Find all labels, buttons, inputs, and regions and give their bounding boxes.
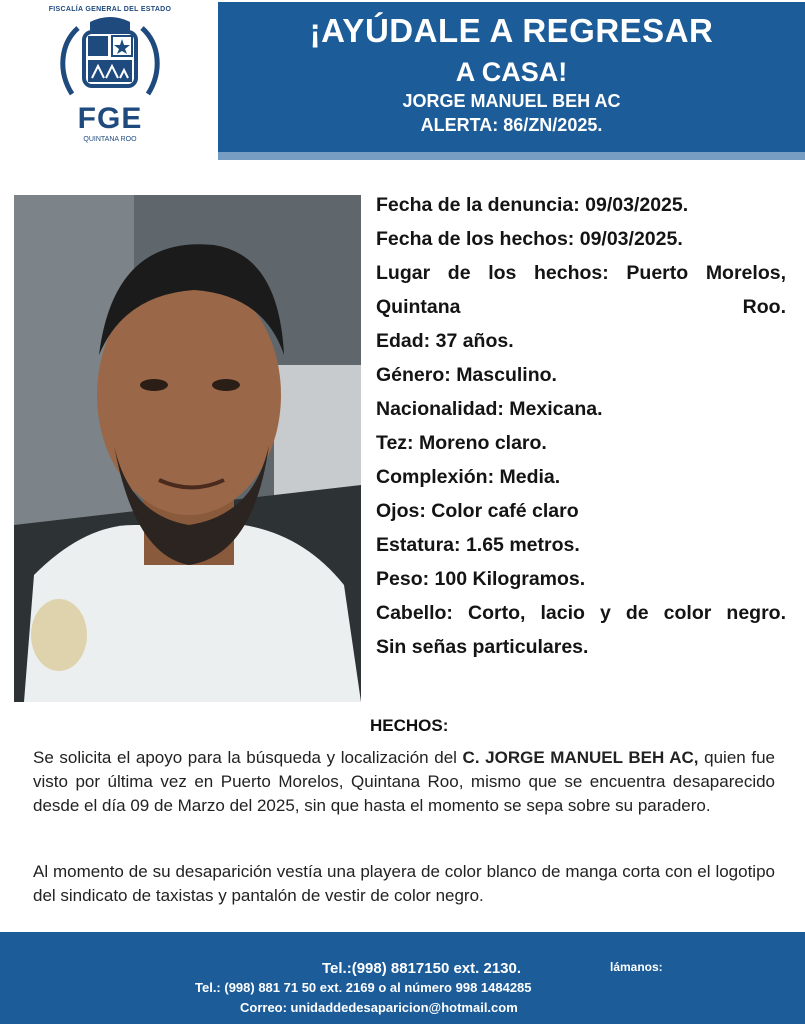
detail-edad: Edad: 37 años. (376, 330, 514, 352)
person-details (376, 188, 786, 664)
header-title-line2: A CASA! (455, 57, 568, 87)
hechos-person-name: C. JORGE MANUEL BEH AC, (462, 748, 699, 767)
hechos-heading: HECHOS: (370, 716, 449, 735)
detail-fecha-hechos: Fecha de los hechos: 09/03/2025. (376, 228, 683, 250)
detail-lugar-hechos: Lugar de los hechos: Puerto Morelos, Quintana Roo. (376, 262, 786, 318)
detail-estatura: Estatura: 1.65 metros. (376, 534, 580, 556)
detail-cabello: Cabello: Corto, lacio y de color negro. (376, 602, 786, 624)
logo-state: QUINTANA ROO (83, 136, 137, 143)
detail-senas: Sin señas particulares. (376, 636, 589, 658)
hechos-paragraph-1: Se solicita el apoyo para la búsqueda y localización del C. JORGE MANUEL BEH AC, quien fue visto por última vez en Puerto Morelos, Quintana Roo, mismo que se encuentra desaparecido desde el día 09 de Marzo del 2025, sin que hasta el momento se sepa sobre su paradero. (33, 748, 775, 815)
footer-phone-primary: Tel.:(998) 8817150 ext. 2130. (322, 960, 522, 977)
alert-number: ALERTA: 86/ZN/2025. (420, 115, 603, 135)
footer-call-us: lámanos: (610, 960, 663, 974)
logo-top-text: FISCALÍA GENERAL DEL ESTADO (48, 6, 172, 13)
footer-email: Correo: unidaddedesaparicion@hotmail.com (240, 1000, 518, 1015)
header-title-line1: ¡AYÚDALE A REGRESAR (309, 12, 714, 49)
detail-peso: Peso: 100 Kilogramos. (376, 568, 586, 590)
detail-complexion: Complexión: Media. (376, 466, 561, 488)
detail-tez: Tez: Moreno claro. (376, 432, 547, 454)
header-underline (218, 152, 805, 160)
detail-genero: Género: Masculino. (376, 364, 557, 386)
fge-logo (40, 6, 180, 166)
footer-phone-secondary: Tel.: (998) 881 71 50 ext. 2169 o al número 998 1484285 (195, 980, 532, 995)
header-banner (218, 2, 805, 152)
person-portrait-icon (14, 195, 361, 702)
detail-fecha-denuncia: Fecha de la denuncia: 09/03/2025. (376, 194, 689, 216)
missing-person-name: JORGE MANUEL BEH AC (402, 91, 621, 111)
coat-of-arms-icon (58, 16, 162, 106)
detail-ojos: Ojos: Color café claro (376, 500, 579, 522)
logo-acronym: FGE (77, 102, 143, 135)
contact-footer (0, 932, 805, 1024)
detail-nacionalidad: Nacionalidad: Mexicana. (376, 398, 603, 420)
missing-person-photo (14, 195, 361, 702)
hechos-paragraph-2: Al momento de su desaparición vestía una playera de color blanco de manga corta con el logotipo del sindicato de taxistas y pantalón de vestir de color negro. (33, 862, 775, 905)
